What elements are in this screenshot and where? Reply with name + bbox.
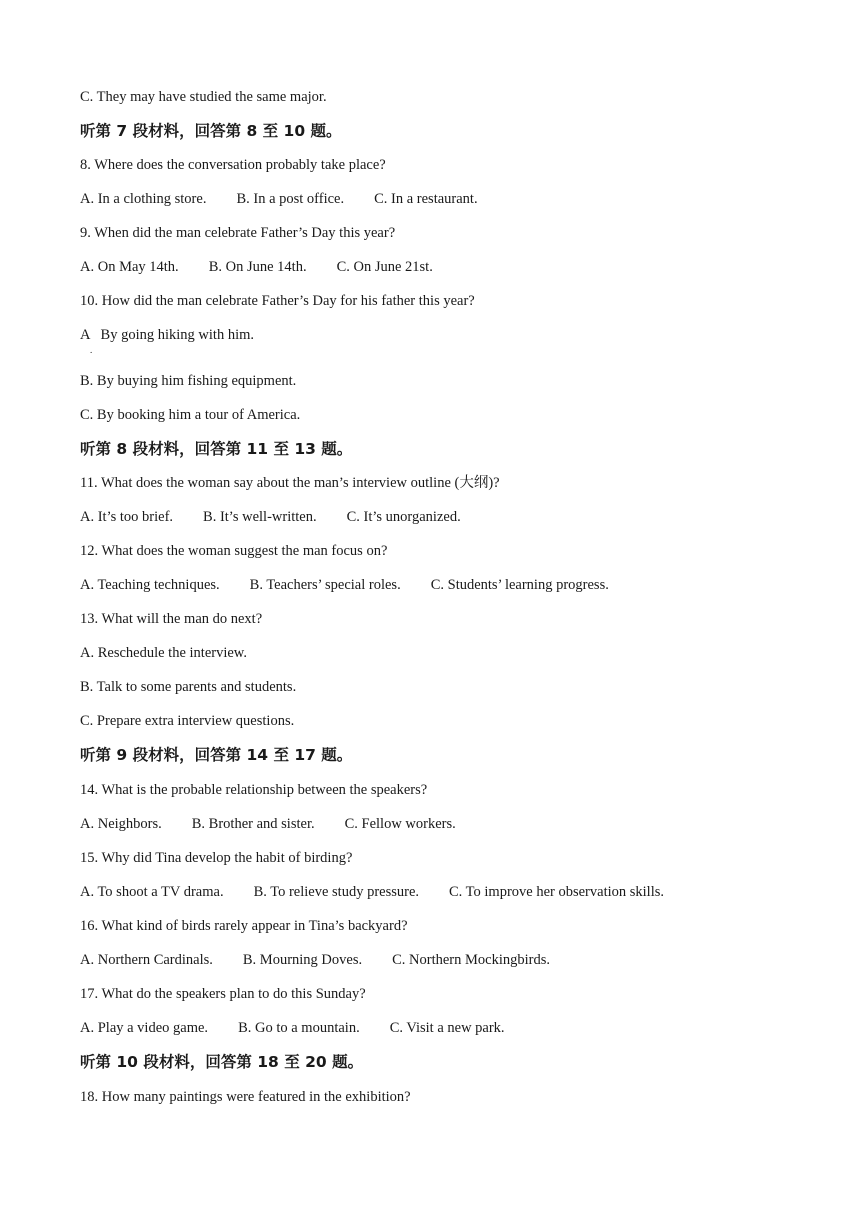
option-16c: C. Northern Mockingbirds. (392, 952, 550, 968)
section-heading-8: 听第 8 段材料，回答第 11 至 13 题。 (80, 440, 353, 458)
option-12a: A. Teaching techniques. (80, 577, 220, 593)
stray-dot: . (90, 345, 93, 355)
option-17a: A. Play a video game. (80, 1020, 209, 1036)
option-10a: A By going hiking with him. (80, 327, 255, 343)
question-18: 18. How many paintings were featured in the exhibition? (80, 1089, 411, 1105)
option-9a: A. On May 14th. (80, 259, 179, 275)
option-9b: B. On June 14th. (208, 259, 307, 275)
option-13a: A. Reschedule the interview. (80, 645, 247, 661)
option-12c: C. Students’ learning progress. (430, 577, 609, 593)
question-9-options (80, 258, 433, 276)
question-13: 13. What will the man do next? (80, 611, 263, 627)
option-15c: C. To improve her observation skills. (449, 884, 665, 900)
option-7c: C. They may have studied the same major. (80, 89, 327, 105)
option-11a: A. It’s too brief. (80, 509, 174, 525)
option-15b: B. To relieve study pressure. (253, 884, 420, 900)
question-12-options (80, 576, 609, 594)
option-9c: C. On June 21st. (336, 259, 433, 275)
question-16-options (80, 951, 550, 969)
option-11b: B. It’s well-written. (203, 509, 317, 525)
option-16a: A. Northern Cardinals. (80, 952, 213, 968)
option-14b: B. Brother and sister. (191, 816, 315, 832)
option-13b: B. Talk to some parents and students. (80, 679, 297, 695)
option-8a: A. In a clothing store. (80, 191, 207, 207)
question-17-options (80, 1019, 505, 1037)
question-15: 15. Why did Tina develop the habit of birding? (80, 850, 353, 866)
option-17b: B. Go to a mountain. (238, 1020, 360, 1036)
question-14: 14. What is the probable relationship between the speakers? (80, 782, 428, 798)
option-15a: A. To shoot a TV drama. (80, 884, 224, 900)
question-9: 9. When did the man celebrate Father’s Day this year? (80, 225, 396, 241)
option-14a: A. Neighbors. (80, 816, 162, 832)
question-16: 16. What kind of birds rarely appear in Tina’s backyard? (80, 918, 408, 934)
section-heading-10: 听第 10 段材料，回答第 18 至 20 题。 (80, 1053, 364, 1071)
question-8-options (80, 190, 478, 208)
option-17c: C. Visit a new park. (389, 1020, 505, 1036)
question-8: 8. Where does the conversation probably take place? (80, 157, 386, 173)
option-16b: B. Mourning Doves. (242, 952, 363, 968)
option-11c: C. It’s unorganized. (346, 509, 461, 525)
question-12: 12. What does the woman suggest the man focus on? (80, 543, 388, 559)
option-10c: C. By booking him a tour of America. (80, 407, 301, 423)
option-12b: B. Teachers’ special roles. (249, 577, 401, 593)
option-8c: C. In a restaurant. (374, 191, 478, 207)
question-14-options (80, 815, 456, 833)
option-13c: C. Prepare extra interview questions. (80, 713, 295, 729)
question-11: 11. What does the woman say about the man’s interview outline (大纲)? (80, 475, 500, 491)
question-10: 10. How did the man celebrate Father’s Day for his father this year? (80, 293, 475, 309)
question-11-options (80, 508, 461, 526)
option-10b: B. By buying him fishing equipment. (80, 373, 297, 389)
section-heading-9: 听第 9 段材料，回答第 14 至 17 题。 (80, 746, 353, 764)
option-14c: C. Fellow workers. (344, 816, 456, 832)
option-8b: B. In a post office. (236, 191, 345, 207)
section-heading-7: 听第 7 段材料，回答第 8 至 10 题。 (80, 122, 342, 140)
question-15-options (80, 883, 664, 901)
question-17: 17. What do the speakers plan to do this Sunday? (80, 986, 366, 1002)
